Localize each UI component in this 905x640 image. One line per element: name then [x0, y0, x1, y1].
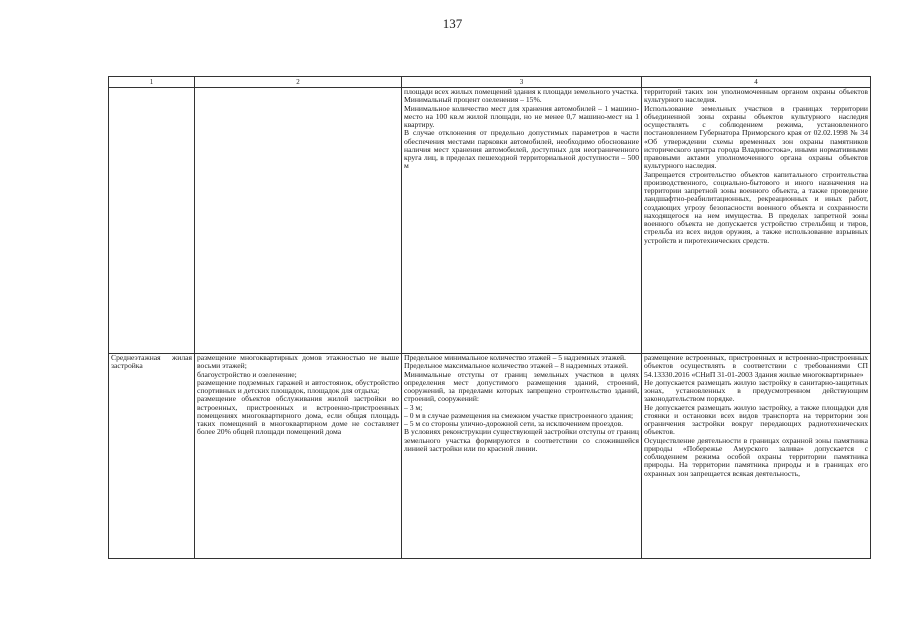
paragraph: Использование земельных участков в границах территории объединенной зоны охраны объектов культурного наследия осуществлять с соблюдением режима, установленного постановлением Губернатора Приморского края от 02.02.1998 № 34 «Об утверждении схемы временных зон охраны памятников исторического центра города Владивостока», иными нормативными правовыми актами уполномоченного органа охраны объектов культурного наследия.: [644, 103, 868, 171]
paragraph: площади всех жилых помещений здания к площади земельного участка.: [404, 87, 639, 96]
cell-permitted-uses: [195, 88, 402, 354]
column-header-2: 2: [195, 77, 402, 88]
column-header-4: 4: [642, 77, 871, 88]
paragraph: – 0 м в случае размещения на смежном участке пристроенного здания;: [404, 410, 634, 420]
paragraph: территорий таких зон уполномоченным органом охраны объектов культурного наследия.: [644, 87, 868, 105]
table-row: [109, 354, 871, 559]
paragraph: В случае отклонения от предельно допустимых параметров в части обеспечения местами парковки автомобилей, необходимо обоснование наличия мест хранения автомобилей, доступных для неограниченного круга лиц, в пределах пешеходной территориальной доступности – 500 м: [404, 128, 639, 171]
page-number: 137: [442, 16, 463, 31]
paragraph: размещение объектов обслуживания жилой застройки во встроенных, пристроенных и встроенно-пристроенных помещениях многоквартирного дома, если общая площадь таких помещений в многоквартирном доме не составляет более 20% общей площади помещений дома: [197, 394, 399, 437]
cell-land-use-type: Среднеэтажная жилая застройка: [109, 354, 195, 559]
paragraph: размещение подземных гаражей и автостоянок, обустройство спортивных и детских площадок, площадок для отдыха;: [197, 377, 399, 395]
paragraph: размещение встроенных, пристроенных и встроенно-пристроенных объектов осуществлять в соответствии с требованиями СП 54.13330.2016 «СНиП 31-01-2003 Здания жилые многоквартирные»: [644, 353, 868, 379]
zoning-table: [108, 76, 871, 559]
paragraph: Запрещается строительство объектов капитального строительства производственного, социально-бытового и иного назначения на территории запретной зоны военного объекта, а также проведение ландшафтно-реабилитационных, рекреационных и иных работ, создающих угрозу безопасности военного объекта и сохранности находящегося на нем имущества. В пределах запретной зоны военного объекта не допускается устройство стрельбищ и тиров, стрельба из всех видов оружия, а также использование взрывных устройств и пиротехнических средств.: [644, 169, 868, 245]
paragraph: Осуществление деятельности в границах охранной зоны памятника природы «Побережье Амурского залива» допускается с соблюдением режима особой охраны территории памятника природы. На территории памятника природы и в границах его охранных зон запрещается всякая деятельность,: [644, 435, 868, 478]
table-row: [109, 88, 871, 354]
cell-parameters: [402, 88, 642, 354]
cell-permitted-uses: [195, 354, 402, 559]
paragraph: – 5 м со стороны улично-дорожной сети, за исключением проездов.: [404, 419, 624, 428]
paragraph: Не допускается размещать жилую застройку в санитарно-защитных зонах, установленных в предусмотренном действующим законодательством порядке.: [644, 377, 868, 404]
paragraph: благоустройство и озеленение;: [197, 369, 297, 379]
paragraph: Предельное максимальное количество этажей – 8 надземных этажей.: [404, 361, 628, 371]
paragraph: – 3 м;: [404, 402, 423, 412]
cell-land-use-type: [109, 88, 195, 354]
table-header-row: [109, 77, 871, 88]
paragraph: Минимальный процент озеленения – 15%.: [404, 95, 542, 105]
cell-parameters: [402, 354, 642, 559]
cell-restrictions: [642, 88, 871, 354]
cell-restrictions: [642, 354, 871, 559]
paragraph: размещение многоквартирных домов этажностью не выше восьми этажей;: [197, 353, 399, 371]
paragraph: Предельное минимальное количество этажей – 5 надземных этажей.: [404, 353, 626, 362]
paragraph: Не допускается размещать жилую застройку, а также площадки для стоянки и остановки всех видов транспорта на территории зон ограничения застройки вокруг передающих радиотехнических объектов.: [644, 402, 868, 437]
paragraph: В условиях реконструкции существующей застройки отступы от границ земельного участка формируются в соответствии со сложившейся линией застройки или по красной линии.: [404, 427, 639, 453]
paragraph: Минимальное количество мест для хранения автомобилей – 1 машино-место на 100 кв.м жилой площади, но не менее 0,7 машино-мест на 1 квартиру.: [404, 103, 639, 129]
column-header-3: 3: [402, 77, 642, 88]
column-header-1: 1: [109, 77, 195, 88]
paragraph: Минимальные отступы от границ земельных участков в целях определения мест допустимого размещения зданий, строений, сооружений, за пределами которых запрещено строительство зданий, строений, сооружений:: [404, 369, 639, 404]
